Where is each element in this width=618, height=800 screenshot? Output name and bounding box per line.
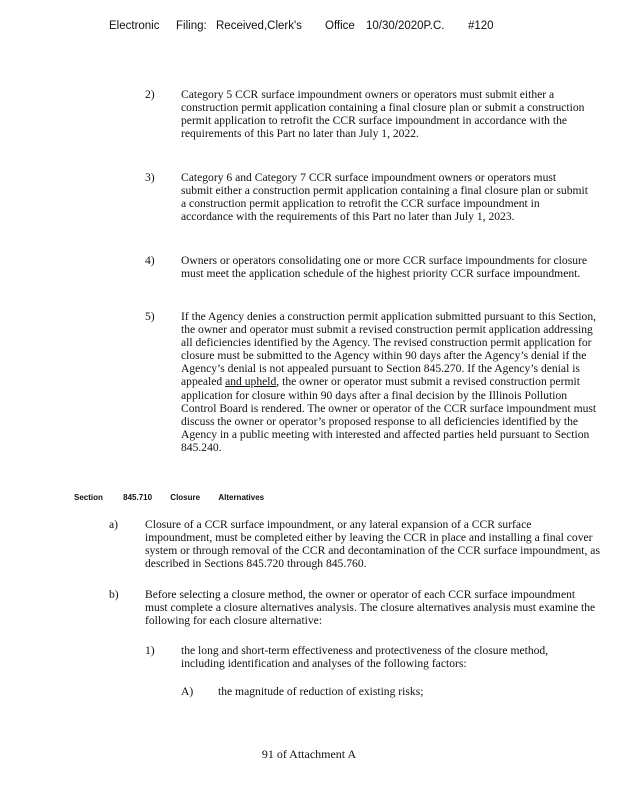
section-heading <box>74 493 264 502</box>
section-title-2: Alternatives <box>218 493 265 502</box>
item-letter: A) <box>181 685 194 698</box>
item-text <box>181 310 599 454</box>
header-office: Office <box>325 20 355 32</box>
subsection-letter: b) <box>109 588 119 601</box>
item-number: 2) <box>145 88 155 101</box>
subsection-text: Before selecting a closure method, the owner or operator of each CCR surface impoundment must complete a closure alternatives analysis. The closure alternatives analysis must examine the following for each closure alternative: <box>145 588 596 628</box>
item-text: the long and short-term effectiveness and protectiveness of the closure method, including identification and analyses of the following factors: <box>181 644 549 671</box>
item-text-part-a: If the Agency denies a construction permit application submitted pursuant to this Section, the owner and operator must submit a revised construction permit application addressing all deficiencies identified by the Agency. The revised construction permit application for closure must be submitted to the Agency within 90 days after the Agency’s denial if the Agency’s denial is not appealed pursuant to Section 845.270. If the Agency’s denial is appealed <box>181 310 597 389</box>
page-footer: 91 of Attachment A <box>261 747 357 761</box>
item-number: 4) <box>145 254 155 267</box>
item-text: the magnitude of reduction of existing risks; <box>218 685 424 698</box>
section-label: Section <box>74 493 103 502</box>
item-number: 1) <box>145 644 155 657</box>
item-number: 5) <box>145 310 155 323</box>
inserted-text-underlined: and upheld <box>225 375 277 389</box>
header-docnum: #120 <box>468 20 494 32</box>
header-date: 10/30/2020P.C. <box>366 20 445 32</box>
item-text: Category 6 and Category 7 CCR surface impoundment owners or operators must submit either a construction permit application containing a final closure plan or submit a construction permit application to retrofit the CCR surface impoundment in accordance with the requirements of this Part no later than July 1, 2023. <box>181 171 588 224</box>
section-number: 845.710 <box>123 493 153 502</box>
header-filing: Filing: <box>176 20 207 32</box>
subsection-text: Closure of a CCR surface impoundment, or any lateral expansion of a CCR surface impoundment, must be completed either by leaving the CCR in place and installing a final cover system or through removal of the CCR and decontamination of the CCR surface impoundment, as described in Sections 845.720 through 845.760. <box>145 518 600 571</box>
item-text: Owners or operators consolidating one or more CCR surface impoundments for closure must meet the application schedule of the highest priority CCR surface impoundment. <box>181 254 588 281</box>
subsection-letter: a) <box>109 518 119 531</box>
header-electronic: Electronic <box>109 20 160 32</box>
item-text-part-b: , the owner or operator must submit a revised construction permit application for closure within 90 days after a final decision by the Illinois Pollution Control Board is rendered. The owner or operator of the CCR surface impoundment must discuss the owner or operator’s proposed response to all deficiencies identified by the Agency in a public meeting with interested and affected parties held pursuant to Section 845.240. <box>181 375 597 454</box>
item-number: 3) <box>145 171 155 184</box>
header-received: Received,Clerk's <box>216 20 302 32</box>
section-title-1: Closure <box>170 493 201 502</box>
item-text: Category 5 CCR surface impoundment owners or operators must submit either a construction permit application containing a final closure plan or submit a construction permit application to retrofit the CCR surface impoundment in accordance with the requirements of this Part no later than July 1, 2022. <box>181 88 585 141</box>
